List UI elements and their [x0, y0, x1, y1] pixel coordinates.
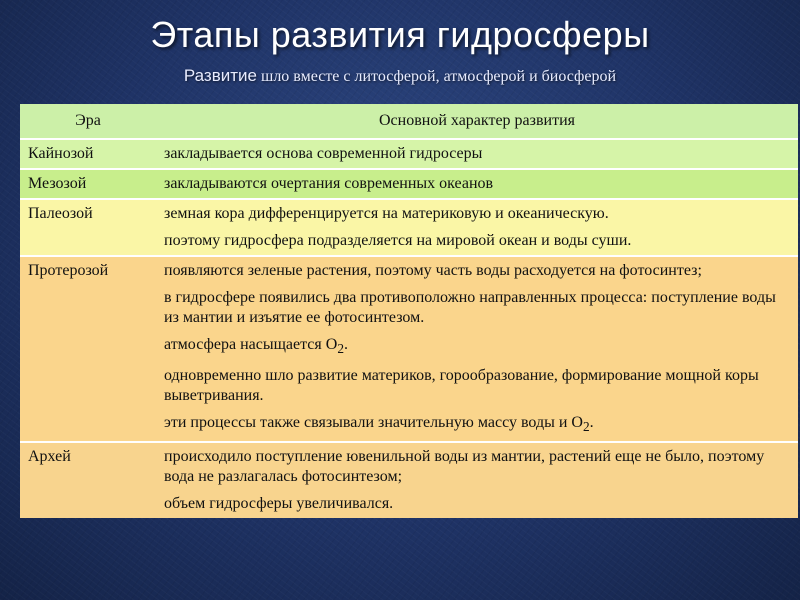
table-row	[20, 199, 798, 256]
era-cell: Кайнозой	[20, 139, 156, 169]
description-line	[164, 413, 788, 437]
description-cell	[156, 199, 798, 256]
era-cell: Мезозой	[20, 169, 156, 199]
slide-subtitle	[0, 66, 800, 86]
line-tail: .	[589, 414, 594, 432]
description-cell	[156, 169, 798, 199]
description-line: в гидросфере появились два противоположно направленных процесса: поступление воды из мантии и изъятие ее фотосинтезом.	[164, 289, 776, 326]
era-cell: Протерозой	[20, 256, 156, 442]
description-line: закладываются очертания современных океанов	[164, 175, 494, 192]
subtitle-lead: Развитие	[183, 66, 257, 85]
description-line: происходило поступление ювенильной воды из мантии, растений еще не было, поэтому вода не разлагалась фотосинтезом;	[164, 448, 765, 486]
description-line: объем гидросферы увеличивался.	[164, 495, 394, 513]
slide-title: Этапы развития гидросферы	[150, 14, 650, 55]
description-line: закладывается основа современной гидросеры	[164, 145, 483, 162]
description-line: появляются зеленые растения, поэтому часть воды расходуется на фотосинтез;	[164, 262, 702, 279]
subscript-2: 2	[582, 419, 590, 435]
eras-table	[20, 104, 798, 518]
header-character: Основной характер развития	[379, 112, 575, 129]
era-cell: Архей	[20, 442, 156, 518]
description-line: земная кора дифференцируется на материковую и океаническую.	[164, 205, 609, 222]
table-row	[20, 442, 798, 518]
era-cell: Палеозой	[20, 199, 156, 256]
description-line: поэтому гидросфера подразделяется на мировой океан и воды суши.	[164, 232, 632, 249]
description-line: одновременно шло развитие материков, горообразование, формирование мощной коры выветривания.	[164, 367, 759, 405]
table-row	[20, 139, 798, 169]
description-cell	[156, 139, 798, 169]
table-header-row	[20, 104, 798, 139]
table-row	[20, 169, 798, 199]
header-era: Эра	[75, 112, 101, 129]
description-cell	[156, 442, 798, 518]
table-row	[20, 256, 798, 442]
subscript-2: 2	[337, 341, 344, 357]
line-tail: .	[343, 336, 348, 353]
line-text: эти процессы также связывали значительную массу воды и О	[164, 414, 583, 432]
subtitle-rest: шло вместе с литосферой, атмосферой и биосферой	[257, 68, 617, 85]
description-line	[164, 335, 788, 359]
description-cell	[156, 256, 798, 442]
line-text: атмосфера насыщается О	[164, 336, 338, 353]
